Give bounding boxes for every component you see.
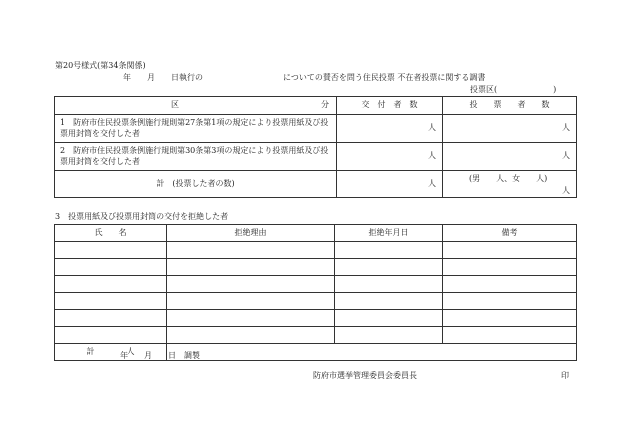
refusal-total-label: 計 人 [55,344,167,361]
refusal-header-row [55,225,577,242]
seal-mark: 印 [561,371,569,380]
category-header [55,97,337,115]
date-header: 拒絶年月日 [335,225,443,242]
turnout-row [55,143,577,171]
category-header-right: 分 [321,100,329,110]
total-issued-cell: 人 [337,171,443,198]
name-header: 氏 名 [55,225,167,242]
refusal-row [55,293,577,310]
issued-cell: 人 [337,115,443,143]
official-title: 防府市選挙管理委員会委員長 [313,371,417,380]
refusal-row [55,276,577,293]
refusal-row [55,242,577,259]
section3-title: 3 投票用紙及び投票用封筒の交付を拒絶した者 [55,212,229,221]
turnout-row [55,115,577,143]
refusal-row [55,259,577,276]
turnout-header-row [55,97,577,115]
form-number: 第20号様式(第34条関係) [55,61,146,70]
gender-breakdown: (男 人、女 人) [469,174,548,183]
turnout-total-row [55,171,577,198]
row-label: 1 防府市住民投票条例施行規則第27条第1項の規定により投票用紙及び投票用封筒を交付した者 [55,115,337,143]
row-label: 2 防府市住民投票条例施行規則第30条第3項の規定により投票用紙及び投票用封筒を交付した者 [55,143,337,171]
voted-cell: 人 [443,143,577,171]
category-header-left: 区 [171,100,179,110]
refusal-table [54,224,577,361]
issued-header: 交 付 者 数 [337,97,443,115]
issued-cell: 人 [337,143,443,171]
total-label: 計 (投票した者の数) [55,171,337,198]
voted-cell: 人 [443,115,577,143]
remarks-header: 備考 [443,225,577,242]
voted-header: 投 票 者 数 [443,97,577,115]
district-field: 投票区( ) [470,85,557,94]
turnout-table [54,96,577,198]
reason-header: 拒絶理由 [167,225,335,242]
refusal-row [55,310,577,327]
heading-title: についての賛否を問う住民投票 不在者投票に関する調書 [283,73,486,82]
total-voted-unit: 人 [562,186,570,195]
refusal-row [55,327,577,344]
total-voted-cell [443,171,577,198]
prepared-date: 年 月 日 調製 [120,351,200,360]
heading-date: 年 月 日執行の [123,73,203,82]
